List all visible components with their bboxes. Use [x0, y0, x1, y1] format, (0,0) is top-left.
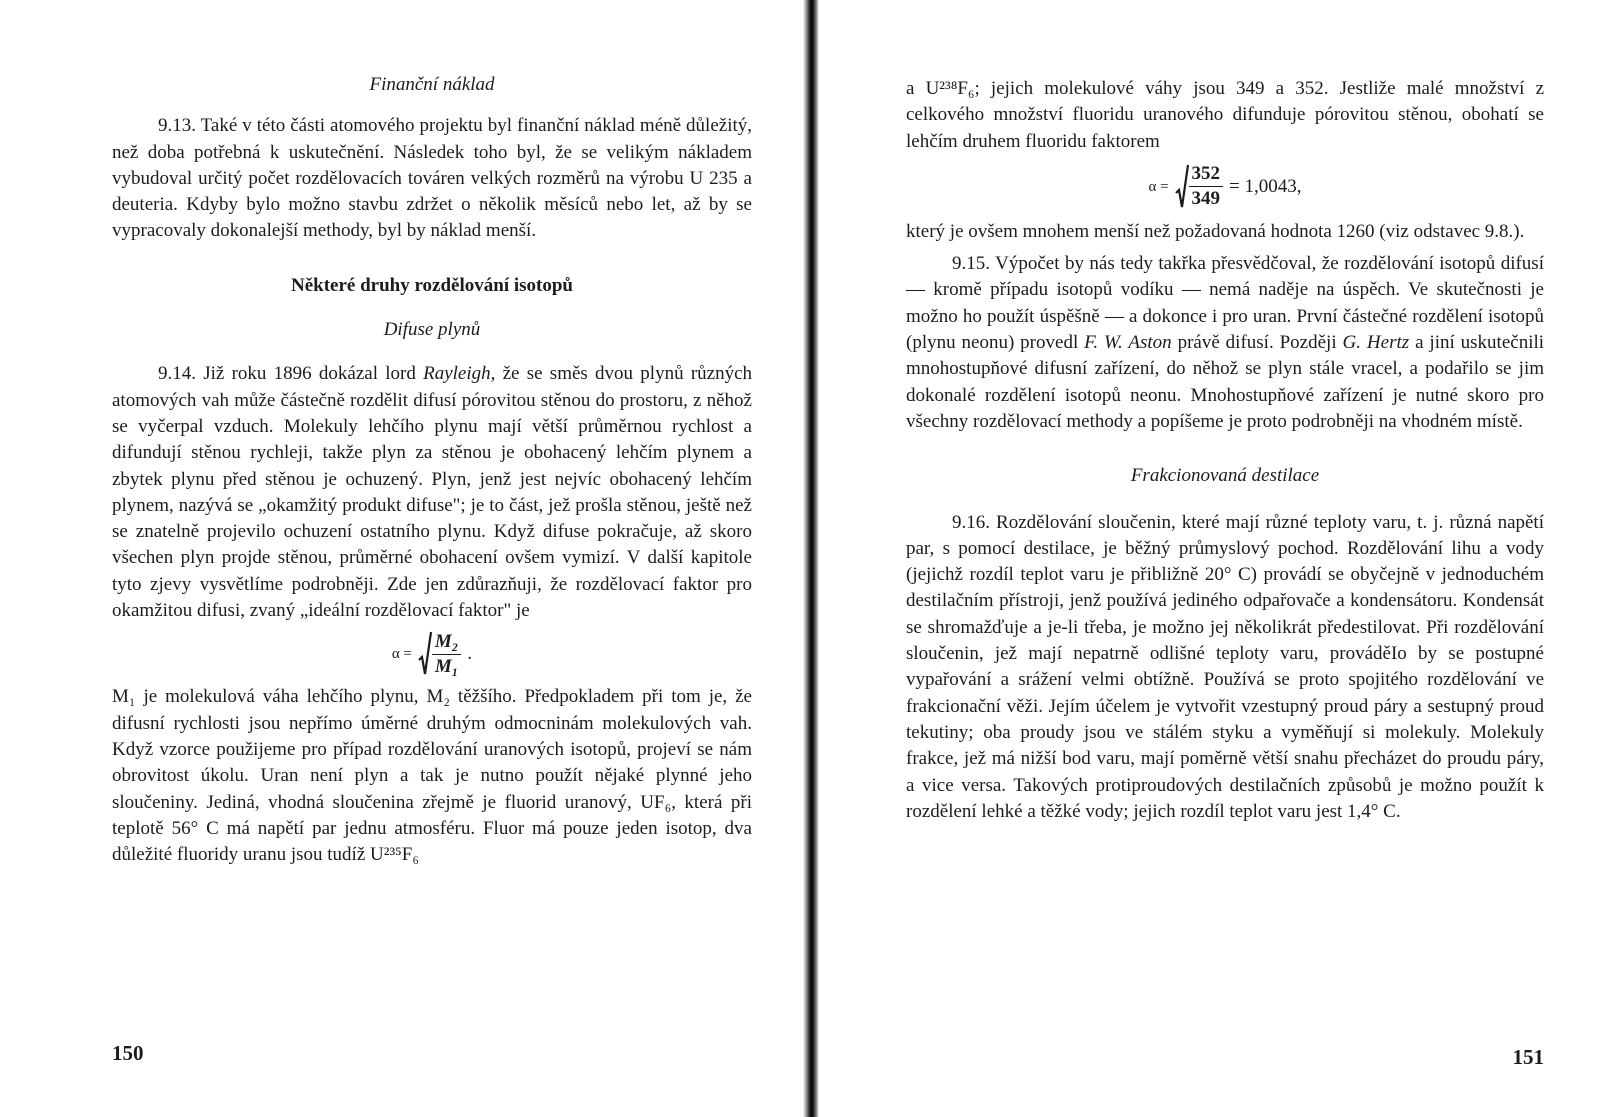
paragraph-9-15-start: 9.15. Výpočet by nás tedy takřka přesvědčoval, že rozdělování isotopů difusí — kromě případu isotopů vodíku — nemá naděje na úspěch. Ve skutečnosti je možno ho použít úspěšně — a dokonce i pro uran. První částečné rozdělení isotopů (plynu neonu) provedl	[906, 253, 1544, 354]
paragraph-after-formula-2: který je ovšem mnohem menší než požadovaná hodnota 1260 (viz odstavec 9.8.).	[906, 220, 1525, 242]
paragraph-continuation: a U²³⁸F₆; jejich molekulové váhy jsou 349 a 352. Jestliže malé množství z celkového množství fluoridu uranového difunduje pórovitou stěnou, obohatí se lehčím druhem fluoridu faktorem	[906, 78, 1544, 152]
rayleigh-name: Rayleigh,	[423, 363, 496, 385]
formula-1-denominator: M₁	[434, 655, 459, 677]
square-root-sign	[418, 630, 462, 678]
formula-1-lhs: α =	[391, 646, 412, 663]
left-page	[112, 0, 752, 1117]
paragraph-9-13: 9.13. Také v této části atomového projektu byl finanční náklad méně důležitý, než doba potřebná k uskutečnění. Následek toho byl, že se velikým nákladem vybudoval určitý počet rozdělovacích továren velkých rozměrů na výrobu U 235 a deuteria. Kdyby bylo možno stavbu zdržet o několik měsíců nebo let, až by se vypracovaly dokonalejší methody, byl by náklad menší.	[112, 115, 752, 242]
formula-uranium-separation-factor	[906, 163, 1544, 211]
formula-2-lhs: α =	[1148, 178, 1169, 195]
paragraph-after-formula-1: M₁ je molekulová váha lehčího plynu, M₂ těžšího. Předpokladem při tom je, že difusní rychlosti jsou nepřímo úměrné druhým odmocninám molekulových vah. Když vzorce použijeme pro případ rozdělování uranových isotopů, projeví se nám obrovitost úkolu. Uran není plyn a tak je nutno použít nějaké plynné jeho sloučeniny. Jediná, vhodná sloučenina zřejmě je fluorid uranový, UF₆, která při teplotě 56° C má napětí par jednu atmosféru. Fluor má pouze jeden isotop, dva důležité fluoridy uranu jsou tudíž U²³⁵F₆	[112, 686, 752, 866]
page-number-right: 151	[1512, 1045, 1544, 1069]
section-heading-difuse-plynu: Difuse plynů	[383, 319, 481, 341]
formula-1-numerator: M₂	[432, 631, 462, 655]
formula-1-suffix: .	[467, 643, 473, 665]
hertz-name: G. Hertz	[1342, 332, 1410, 354]
paragraph-9-15	[906, 251, 1544, 435]
section-heading-frakcionovana-destilace: Frakcionovaná destilace	[1130, 465, 1320, 487]
formula-2-fraction	[1189, 163, 1224, 210]
paragraph-9-14	[112, 361, 752, 624]
paragraph-9-14-rest: že se směs dvou plynů různých atomových vah může částečně rozdělit difusí pórovitou stěnou do prostoru, z něhož se vyčerpal vzduch. Molekuly lehčího plynu mají větší průměrnou rychlost a difundují stěnou rychleji, takže plyn za stěnou je obohacený lehčím plynem a zbytek plynu před stěnou je ochuzený. Plyn, jenž jest nejvíc obohacený lehčím plynem, nazývá se „okamžitý produkt difuse"; je to část, jež prošla stěnou, ještě než se znatelně projevilo ochuzení ostatního plynu. Když difuse pokračuje, až skoro všechen plyn projde stěnou, průměrné obohacení ovšem vymizí. V další kapitole tyto zjevy vysvětlíme podrobněji. Zde jen zdůrazňuji, že rozdělovací faktor pro okamžitou difusi, zvaný „ideální rozdělovací faktor" je	[112, 363, 753, 622]
paragraph-9-15-rest: a jiní uskutečnili mnohostupňové difusní zařízení, do něhož se plyn stále vracel, a podařilo se jim dokonalé rozdělení isotopů neonu. Mnohostupňové zařízení je nutné skoro pro všechny rozdělovací methody a popíšeme je proto podrobněji na vhodném místě.	[906, 332, 1545, 432]
paragraph-9-16: 9.16. Rozdělování sloučenin, které mají různé teploty varu, t. j. různá napětí par, s pomocí destilace, je běžný průmyslový pochod. Rozdělování lihu a vody (jejichž rozdíl teplot varu je přibližně 20° C) provádí se obyčejně v jednoduchém destilačním přístroji, jenž používá jediného odpařovače a kondensátoru. Kondensát se shromažďuje a je-li třeba, je možno jej několikrát předestilovat. Při rozdělování sloučenin, jež mají nepatrně odlišné teploty varu, prováděIo by se postupné vypařování a srážení velmi obtížně. Používá se proto spojitého rozdělování ve frakcionační věži. Jejím účelem je vytvořit vzestupný proud páry a sestupný proud tekutiny; oba proudy jsou ve stálém styku a vyměňují si molekuly. Molekuly frakce, jež má nižší bod varu, mají poměrně větší snahu přecházet do proudu páry, a vice versa. Takových protiproudových destilačních způsobů je možno použít k rozdělení lehké a těžké vody; jejich rozdíl teplot varu jest 1,4° C.	[906, 511, 1544, 822]
formula-2-rhs: = 1,0043,	[1229, 175, 1302, 197]
formula-2-denominator: 349	[1191, 188, 1221, 210]
section-heading-druhy-rozdelovani: Některé druhy rozdělování isotopů	[290, 274, 573, 296]
paragraph-9-15-mid: právě difusí. Později	[1177, 332, 1337, 354]
formula-2-numerator: 352	[1189, 163, 1224, 187]
paragraph-9-14-start: 9.14. Již roku 1896 dokázal lord	[158, 363, 416, 385]
square-root-sign	[1175, 163, 1224, 211]
page-number-left: 150	[112, 1041, 144, 1065]
section-heading-financni-naklad: Finanční náklad	[369, 74, 495, 95]
formula-ideal-separation-factor	[112, 630, 752, 678]
formula-1-fraction	[432, 631, 462, 678]
aston-name: F. W. Aston	[1084, 332, 1172, 354]
book-gutter	[803, 0, 819, 1117]
right-page	[906, 0, 1544, 1117]
